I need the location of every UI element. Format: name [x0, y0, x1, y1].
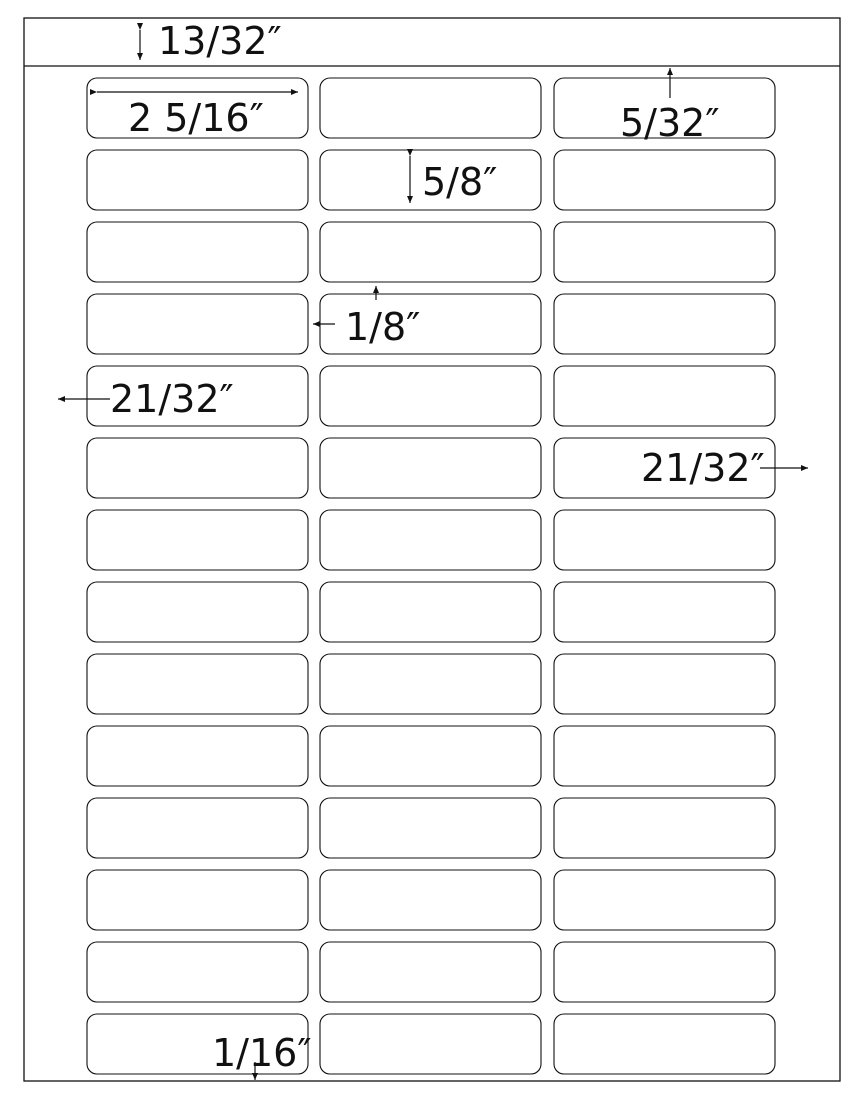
label-height-dimension [410, 156, 497, 204]
left-margin-text: 21/32″ [110, 377, 234, 421]
label-cell [320, 510, 541, 570]
label-cell [554, 654, 775, 714]
label-cell [87, 798, 308, 858]
label-cell [554, 726, 775, 786]
label-cell [554, 942, 775, 1002]
label-cell [87, 582, 308, 642]
label-cell [320, 870, 541, 930]
label-cell [320, 654, 541, 714]
label-cell [554, 582, 775, 642]
label-height-text: 5/8″ [422, 160, 498, 204]
top-gap-dimension [620, 68, 720, 145]
label-cell [554, 798, 775, 858]
label-cell [87, 654, 308, 714]
label-cell [320, 582, 541, 642]
label-cell [320, 438, 541, 498]
label-cell [87, 726, 308, 786]
left-margin-dimension [58, 377, 234, 421]
top-margin-text: 13/32″ [158, 19, 282, 63]
label-cell [320, 1014, 541, 1074]
right-margin-dimension [641, 446, 808, 490]
label-cell [554, 366, 775, 426]
label-width-text: 2 5/16″ [128, 96, 264, 140]
label-cell [554, 510, 775, 570]
label-cell [320, 942, 541, 1002]
column-gap-text: 1/8″ [345, 305, 421, 349]
label-cell [554, 222, 775, 282]
label-width-dimension [97, 92, 298, 140]
label-cell [87, 870, 308, 930]
label-cell [320, 798, 541, 858]
label-cell [320, 726, 541, 786]
label-cell [320, 366, 541, 426]
label-cell [87, 294, 308, 354]
top-margin-dimension [140, 19, 282, 63]
bottom-gap-text: 1/16″ [212, 1031, 312, 1075]
label-cell [554, 294, 775, 354]
label-cell [554, 1014, 775, 1074]
label-cell [554, 150, 775, 210]
label-cell [87, 942, 308, 1002]
label-cell [87, 510, 308, 570]
label-cell [320, 222, 541, 282]
label-cell [554, 870, 775, 930]
right-margin-text: 21/32″ [641, 446, 765, 490]
column-gap-dimension [313, 286, 420, 349]
label-cell [87, 438, 308, 498]
top-gap-text: 5/32″ [620, 101, 720, 145]
label-cell [320, 78, 541, 138]
label-grid [87, 78, 775, 1074]
label-cell [87, 222, 308, 282]
bottom-gap-dimension [212, 1031, 312, 1080]
label-cell [87, 150, 308, 210]
